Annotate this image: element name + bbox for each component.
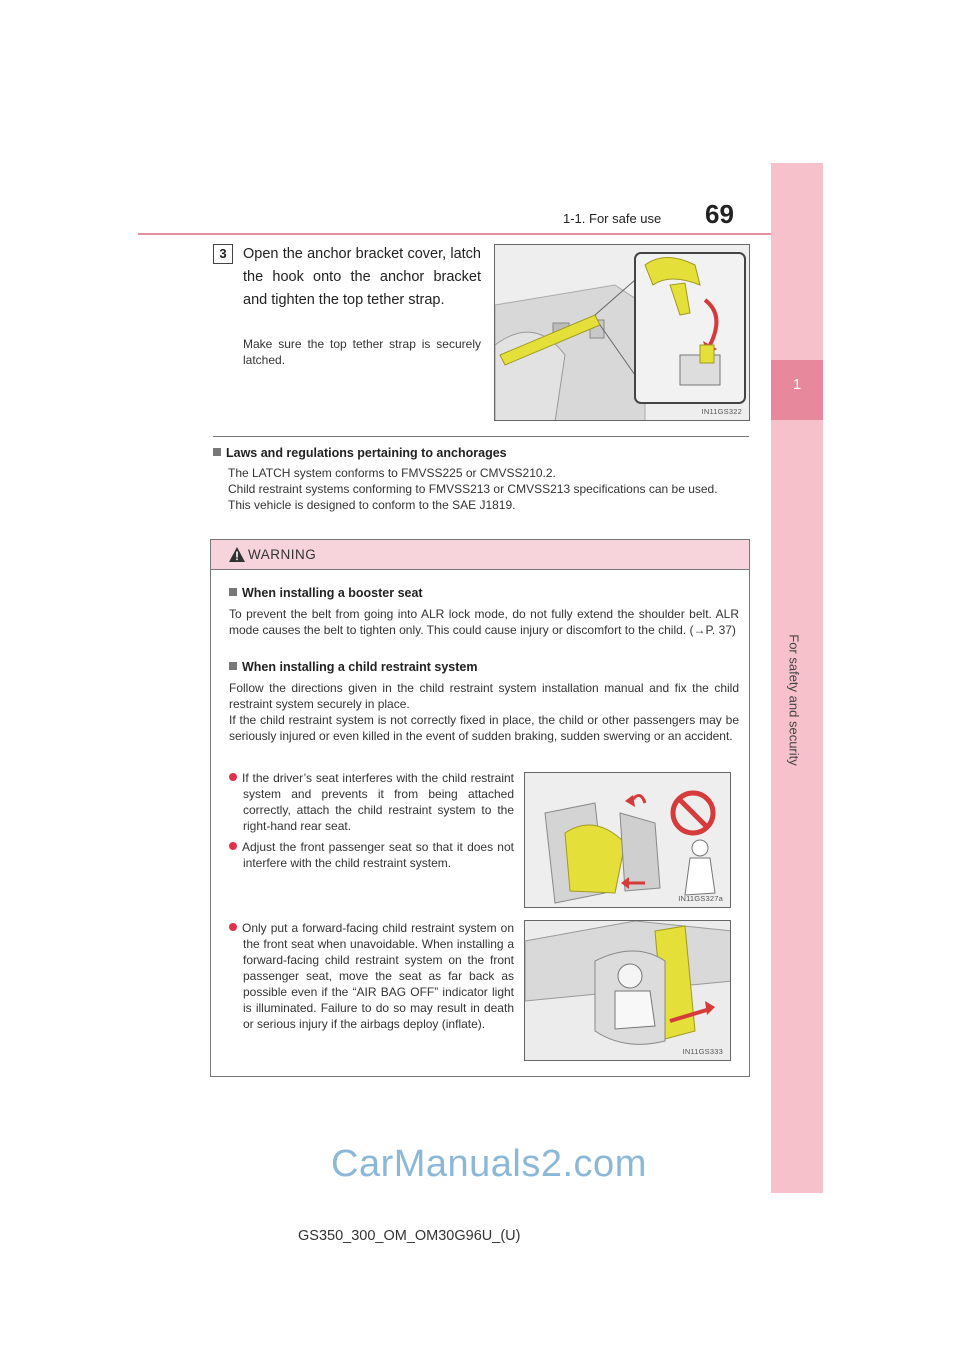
section-divider [213, 436, 749, 437]
watermark-text: CarManuals2.com [331, 1143, 647, 1185]
warning-bullet [229, 920, 514, 1032]
warning-bullet [229, 839, 514, 871]
square-bullet-icon [229, 662, 237, 670]
header-rule [138, 233, 823, 235]
warning-bullet-text: Adjust the front passenger seat so that it does not interfere with the child restraint system. [242, 840, 514, 870]
square-bullet-icon [213, 448, 221, 456]
figure-front-seat-forward-facing [524, 920, 731, 1061]
forward-facing-seat-illustration [525, 921, 731, 1061]
warning-body-booster: To prevent the belt from going into ALR lock mode, do not fully extend the shoulder belt. ALR mode causes the belt to tighten only. This could cause injury or discomfort to the child. (→P. 37) [229, 607, 739, 637]
page-number: 69 [705, 199, 734, 229]
warning-bullet [229, 770, 514, 834]
chapter-title-text: For safety and security [786, 634, 802, 766]
seat-interference-illustration [525, 773, 731, 908]
warning-header [211, 540, 749, 570]
figure-code: IN11GS327a [678, 894, 723, 903]
laws-line: Child restraint systems conforming to FMVSS213 or CMVSS213 specifications can be used. [228, 482, 718, 496]
warning-bullet-text: Only put a forward-facing child restraint system on the front seat when unavoidable. When installing a forward-facing child restraint system on the front passenger seat, move the seat as far back as possible even if the “AIR BAG OFF” indicator light is illuminated. Failure to do so may result in death or serious injury if the airbags deploy (inflate). [242, 921, 514, 1031]
section-title: 1-1. For safe use [563, 211, 662, 226]
figure-anchor-bracket [494, 244, 750, 421]
red-dot-bullet-icon [229, 923, 237, 931]
figure-code: IN11GS322 [701, 407, 742, 416]
laws-heading-text: Laws and regulations pertaining to anchorages [226, 446, 507, 460]
square-bullet-icon [229, 588, 237, 596]
warning-title: WARNING [248, 547, 317, 562]
warning-heading-text: When installing a booster seat [242, 586, 423, 600]
warning-bullet-text: If the driver’s seat interferes with the child restraint system and prevents it from being attached correctly, attach the child restraint system to the right-hand rear seat. [242, 771, 514, 833]
laws-heading [213, 446, 507, 460]
warning-box [210, 539, 750, 1077]
chapter-title-vertical [784, 600, 804, 800]
footer-manual-code: GS350_300_OM_OM30G96U_(U) [298, 1228, 521, 1244]
laws-line: This vehicle is designed to conform to the SAE J1819. [228, 498, 516, 512]
step-number-badge: 3 [213, 244, 233, 264]
figure-rear-seat-interference [524, 772, 731, 908]
laws-body [228, 465, 748, 513]
warning-heading-text: When installing a child restraint system [242, 660, 478, 674]
anchor-bracket-illustration [495, 245, 750, 421]
warning-heading-booster [229, 586, 423, 600]
step-instruction: Open the anchor bracket cover, latch the hook onto the anchor bracket and tighten the top tether strap. [243, 246, 481, 308]
warning-body-crs-2: If the child restraint system is not correctly fixed in place, the child or other passengers may be seriously injured or even killed in the event of sudden braking, sudden swerving or an accident. [229, 713, 739, 743]
figure-code: IN11GS333 [682, 1047, 723, 1056]
red-dot-bullet-icon [229, 773, 237, 781]
warning-triangle-icon [229, 547, 245, 562]
red-dot-bullet-icon [229, 842, 237, 850]
laws-line: The LATCH system conforms to FMVSS225 or CMVSS210.2. [228, 466, 556, 480]
warning-body-crs: Follow the directions given in the child restraint system installation manual and fix the child restraint system securely in place. [229, 681, 739, 711]
warning-heading-crs [229, 660, 477, 674]
chapter-number: 1 [792, 376, 802, 393]
step-note: Make sure the top tether strap is securely latched. [243, 337, 481, 367]
